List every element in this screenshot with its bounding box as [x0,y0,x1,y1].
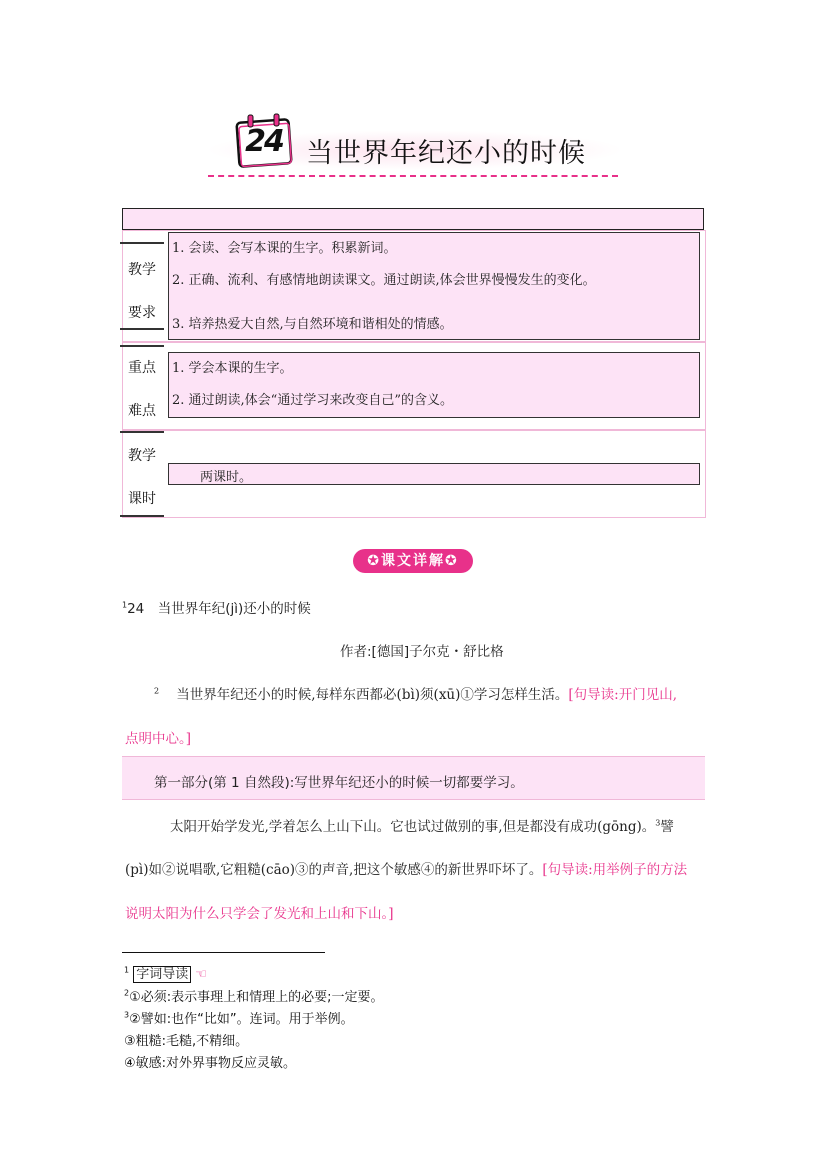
list-item: 1. 学会本课的生字。 [172,361,293,376]
list-item: 1. 会读、会写本课的生字。积累新词。 [172,241,397,256]
list-item: 2. 通过朗读,体会“通过学习来改变自己”的含义。 [172,393,453,408]
label-divider [120,328,164,330]
footnote-marker: 1 [124,965,130,975]
footnote-marker: 1 [122,600,128,610]
section-badge [353,549,473,573]
label-divider [120,242,164,244]
paragraph-text: 当世界年纪还小的时候,每样东西都必(bì)须(xū)①学习怎样生活。 [176,687,569,703]
paragraph-text: 譬 [660,819,674,835]
word-guide-tag: 字词导读 [133,966,191,983]
section-badge-label: 课文详解 [381,553,445,569]
page-title: 当世界年纪还小的时候 [306,138,586,169]
footnote-marker: 2 [154,686,160,696]
part-heading: 第一部分(第 1 自然段):写世界年纪还小的时候一切都要学习。 [154,775,524,791]
star-icon: ✪ [367,553,381,569]
lesson-heading [122,597,311,617]
lesson-number: 24 [245,124,283,159]
footnote-text: ②譬如:也作“比如”。连词。用于举例。 [129,1012,354,1027]
reading-guide-note: 说明太阳为什么只学会了发光和上山和下山。] [125,906,394,922]
row-label: 难点 [128,403,156,419]
footnote-3 [124,1008,354,1027]
row-label: 教学 [128,448,156,464]
row-label: 重点 [128,360,156,376]
paragraph-1 [154,683,677,703]
row-label: 课时 [128,491,156,507]
footnote-4: ③粗糙:毛糙,不精细。 [124,1034,249,1049]
paragraph-2 [170,815,674,835]
label-divider [120,515,164,517]
footnote-marker: 3 [655,818,661,828]
paragraph-text: (pì)如②说唱歌,它粗糙(cāo)③的声音,把这个敏感④的新世界吓坏了。 [125,862,543,878]
footnote-text: ①必须:表示事理上和情理上的必要;一定要。 [129,990,384,1005]
lesson-heading-text: 24 当世界年纪(jì)还小的时候 [127,601,311,617]
author-line: 作者:[德国]子尔克・舒比格 [340,644,504,660]
footnote-marker: 2 [124,988,130,998]
footnote-5: ④敏感:对外界事物反应灵敏。 [124,1056,297,1071]
list-item: 3. 培养热爱大自然,与自然环境和谐相处的情感。 [172,317,453,332]
footnote-divider [122,952,325,953]
paragraph-2-line-2 [125,858,687,878]
reading-guide-note: [句导读:用举例子的方法 [542,862,688,878]
reading-guide-note: 点明中心。] [125,731,192,747]
list-item: 两课时。 [200,470,253,485]
list-item: 2. 正确、流利、有感情地朗读课文。通过朗读,体会世界慢慢发生的变化。 [172,273,596,288]
pointing-hand-icon: ☜ [195,967,208,982]
reading-guide-note: [句导读:开门见山, [568,687,678,703]
row-label: 教学 [128,262,156,278]
label-divider [120,431,164,433]
paragraph-text: 太阳开始学发光,学着怎么上山下山。它也试过做别的事,但是都没有成功(gōng)。 [170,819,656,835]
row-label: 要求 [128,305,156,321]
title-divider [208,175,618,177]
footnote-2 [124,986,384,1005]
star-icon: ✪ [445,553,459,569]
table-header-bar [122,208,704,230]
label-divider [120,345,164,347]
footnote-marker: 3 [124,1010,130,1020]
footnote-1 [124,963,207,982]
